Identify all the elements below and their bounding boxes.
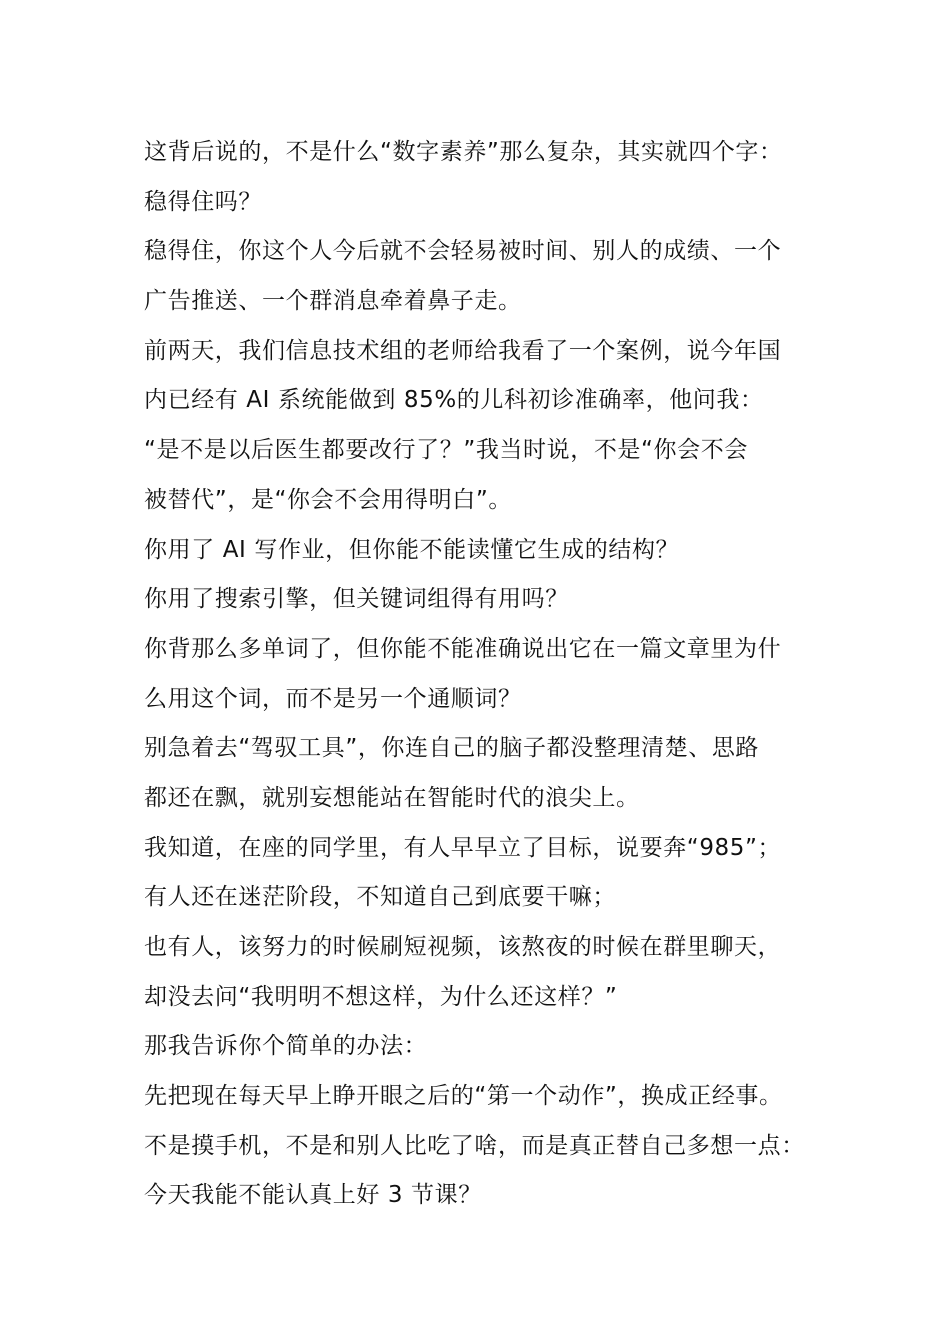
text-line: 你背那么多单词了，但你能不能准确说出它在一篇文章里为什 (144, 635, 782, 662)
paragraph-6 (144, 625, 834, 724)
text-line: 你用了搜索引擎，但关键词组得有用吗？ (144, 586, 569, 613)
text-line: 前两天，我们信息技术组的老师给我看了一个案例，说今年国 (144, 337, 782, 364)
text-line: “是不是以后医生都要改行了？”我当时说，不是“你会不会 (144, 437, 748, 464)
text-line: 广告推送、一个群消息牵着鼻子走。 (144, 288, 522, 315)
paragraph-9 (144, 923, 834, 1022)
document-body (144, 128, 834, 1221)
text-line: 都还在飘，就别妄想能站在智能时代的浪尖上。 (144, 784, 640, 811)
text-line: 不是摸手机，不是和别人比吃了啥，而是真正替自己多想一点： (144, 1132, 805, 1159)
text-line: 我知道，在座的同学里，有人早早立了目标，说要奔“985”； (144, 834, 782, 861)
text-line: 被替代”，是“你会不会用得明白”。 (144, 486, 512, 513)
text-line: 别急着去“驾驭工具”，你连自己的脑子都没整理清楚、思路 (144, 735, 760, 762)
text-line: 稳得住，你这个人今后就不会轻易被时间、别人的成绩、一个 (144, 238, 782, 265)
text-line: 今天我能不能认真上好 3 节课？ (144, 1182, 482, 1209)
paragraph-1 (144, 128, 834, 227)
text-line: 也有人，该努力的时候刷短视频，该熬夜的时候在群里聊天， (144, 934, 782, 960)
paragraph-5 (144, 575, 834, 625)
text-line: 有人还在迷茫阶段，不知道自己到底要干嘛； (144, 884, 616, 911)
paragraph-11 (144, 1072, 834, 1221)
paragraph-4 (144, 526, 834, 576)
text-line: 你用了 AI 写作业，但你能不能读懂它生成的结构？ (144, 536, 680, 563)
paragraph-8 (144, 824, 834, 923)
paragraph-2 (144, 227, 834, 326)
text-line: 却没去问“我明明不想这样，为什么还这样？” (144, 983, 618, 1010)
text-line: 先把现在每天早上睁开眼之后的“第一个动作”，换成正经事。 (144, 1083, 783, 1110)
text-line: 内已经有 AI 系统能做到 85%的儿科初诊准确率，他问我： (144, 387, 764, 414)
paragraph-7 (144, 724, 834, 823)
paragraph-10 (144, 1022, 834, 1072)
text-line: 这背后说的，不是什么“数字素养”那么复杂，其实就四个字： (144, 139, 783, 165)
text-line: 那我告诉你个简单的办法： (144, 1033, 428, 1060)
paragraph-3 (144, 327, 834, 526)
text-line: 稳得住吗？ (144, 188, 262, 215)
text-line: 么用这个词，而不是另一个通顺词？ (144, 685, 522, 712)
